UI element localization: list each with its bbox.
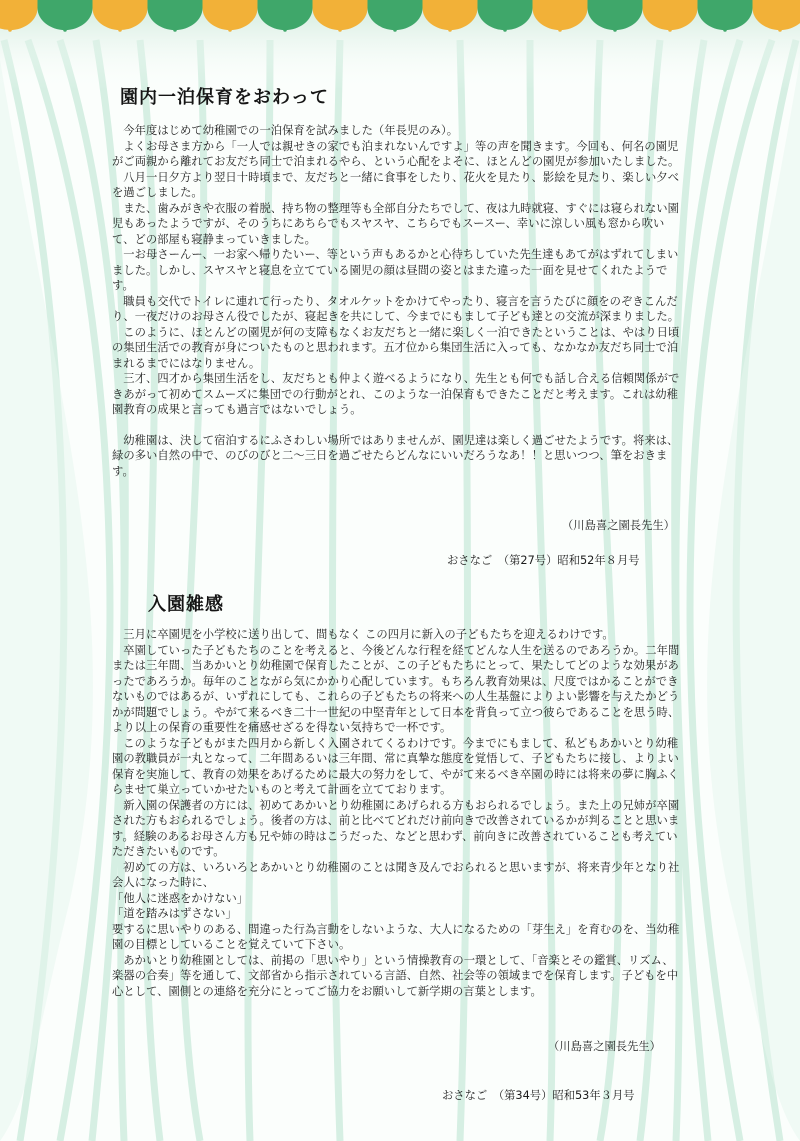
- scallop-dot: [650, 20, 654, 24]
- scallop-dot: [439, 24, 443, 28]
- scallop-dot: [512, 24, 516, 28]
- scallop-dot: [411, 20, 415, 24]
- article-title: 園内一泊保育をおわって: [120, 87, 329, 108]
- article-body: [112, 627, 684, 999]
- scallop-dot: [558, 28, 562, 32]
- scallop-dot: [26, 20, 30, 24]
- scallop-dot: [778, 28, 782, 32]
- article-title: 入園雑感: [148, 594, 224, 615]
- scallop-dot: [246, 20, 250, 24]
- scallop-dot: [164, 24, 168, 28]
- scallop-dot: [393, 28, 397, 32]
- scallop-dot: [274, 24, 278, 28]
- paragraph: 八月一日夕方より翌日十時頃まで、友だちと一緒に食事をしたり、花火を見たり、影絵を見たり、楽しい夕べを過ごしました。: [112, 170, 680, 199]
- scallop-dot: [622, 24, 626, 28]
- scallop-dot: [329, 24, 333, 28]
- paragraph: このような子どもがまた四月から新しく入園されてくるわけです。今までにもまして、私どもあかいとり幼稚園の教職員が一丸となって、二年間あるいは三年間、常に真摯な態度を覚悟して、子どもたちに接し、よりよい保育を実施して、教育の効果をあげるために最大の努力をして、やがて来るべき卒園の時には将来の夢に胸ふくらませて巣立っていかせたいものと考えて計画を立てております。: [112, 736, 679, 796]
- scallop-dot: [292, 24, 296, 28]
- scallop-dot: [347, 24, 351, 28]
- author-signature: （川島喜之園長先生）: [562, 519, 675, 532]
- scallop-dot: [549, 24, 553, 28]
- paragraph: また、歯みがきや衣服の着脱、持ち物の整理等も全部自分たちでして、夜は九時就寝、すぐには寝られない園児もあったようですが、そのうちにあちらでもスヤスヤ、こちらでもスースー、幸いに涼しい風も窓から吹いて、どの部屋も寝静まっていきました。: [112, 201, 679, 246]
- scallop-dot: [301, 20, 305, 24]
- scallop-dot: [173, 28, 177, 32]
- scallop-dot: [457, 24, 461, 28]
- author-signature: （川島喜之園長先生）: [548, 1040, 661, 1053]
- scallop-dot: [54, 24, 58, 28]
- scallop-dot: [402, 24, 406, 28]
- paragraph: 「道を踏みはずさない」: [112, 907, 237, 920]
- paragraph: あかいとり幼稚園としては、前掲の「思いやり」という情操教育の一環として、「音楽とその鑑賞、リズム、楽器の合奏」等を通して、文部省から指示されている言語、自然、社会等の領域までを保育します。子どもを中心として、園側との連絡を充分にとってご協力をお願いして新学期の言葉とします。: [112, 953, 679, 998]
- scallop-dot: [576, 20, 580, 24]
- paragraph: 職員も交代でトイレに連れて行ったり、タオルケットをかけてやったり、寝言を言うたびに顔をのぞきこんだり、一夜だけのお母さん役でしたが、寝起きを共にして、今までにもまして子ども達との交流が深まりました。: [112, 294, 680, 323]
- paragraph: よくお母さま方から「一人では親せきの家でも泊まれないんですよ」等の声を聞きます。今回も、何名の園児がご両親から離れてお友だち同士で泊まれるやら、という心配をよそに、ほとんどの園児が参加いたしました。: [112, 139, 680, 168]
- paragraph: 新入園の保護者の方には、初めてあかいとり幼稚園にあげられる方もおられるでしょう。また上の兄姉が卒園された方もおられるでしょう。後者の方は、前と比べてどれだけ前向きで改善されているかが判ることと思います。経験のあるお母さん方も兄や姉の時はこうだった、などと思わず、前向きに改善されていることも考えていただきたいものです。: [112, 798, 680, 858]
- scallop-dot: [63, 28, 67, 32]
- scallop-dot: [613, 28, 617, 32]
- paragraph: 三月に卒園児を小学校に送り出して、間もなく この四月に新入の子どもたちを迎えるわけです。: [123, 628, 614, 641]
- scallop-dot: [265, 20, 269, 24]
- scallop-dot: [659, 24, 663, 28]
- scallop-dot: [155, 20, 159, 24]
- scallop-dot: [228, 28, 232, 32]
- scallop-dot: [686, 20, 690, 24]
- scallop-dot: [787, 24, 791, 28]
- scallop-dot: [338, 28, 342, 32]
- scallop-dot: [356, 20, 360, 24]
- scallop-dot: [448, 28, 452, 32]
- scallop-dot: [466, 20, 470, 24]
- scallop-dot: [485, 20, 489, 24]
- scallop-dot: [595, 20, 599, 24]
- scallop-dot: [237, 24, 241, 28]
- scallop-dot: [503, 28, 507, 32]
- paragraph: 一お母さーんー、一お家へ帰りたいー、等という声もあるかと心待ちしていた先生達もあてがはずれてしまいました。しかし、スヤスヤと寝息を立てている園児の顔は昼間の姿とはまた違った一面を見せてくれたようです。: [112, 248, 679, 292]
- scallop-dot: [705, 20, 709, 24]
- paragraph: 「他人に迷惑をかけない」: [112, 891, 249, 905]
- paragraph: 三才、四才から集団生活をし、友だちとも仲よく遊べるようになり、先生とも何でも話し合える信頼関係ができあがって初めてスムーズに集団での行動がとれ、このような一泊保育もできたことだと考えます。これは幼稚園教育の成果と言っても過言ではないでしょう。: [112, 372, 680, 416]
- scallop-dot: [604, 24, 608, 28]
- paragraph: このように、ほとんどの園児が何の支障もなくお友だちと一緒に楽しく一泊できたということは、やはり日頃の集団生活での教育が身についたものと思われます。五才位から集団生活に入っても、なかなか友だち同士で泊まれるまでにはなりません。: [112, 325, 680, 370]
- scallop-dot: [8, 28, 12, 32]
- scallop-dot: [17, 24, 21, 28]
- scallop-dot: [283, 28, 287, 32]
- scallop-dot: [769, 24, 773, 28]
- paragraph: 要するに思いやりのある、間違った行為言動をしないような、大人になるための「芽生え」を育むのを、当幼稚園の目標としていることを覚えていて下さい。: [112, 922, 680, 951]
- scallop-dot: [118, 28, 122, 32]
- scallop-dot: [567, 24, 571, 28]
- paragraph: 初めての方は、いろいろとあかいとり幼稚園のことは聞き及んでおられると思いますが、将来青少年となり社会人になった時に、: [112, 860, 680, 889]
- scallop-dot: [714, 24, 718, 28]
- scallop-dot: [494, 24, 498, 28]
- scallop-dot: [375, 20, 379, 24]
- scallop-dot: [741, 20, 745, 24]
- scallop-dot: [100, 20, 104, 24]
- scallop-dot: [631, 20, 635, 24]
- publication-source: おさなご （第34号）昭和53年３月号: [442, 1089, 635, 1102]
- scallop-dot: [182, 24, 186, 28]
- scallop-dot: [320, 20, 324, 24]
- scallop-dot: [45, 20, 49, 24]
- scallop-dot: [136, 20, 140, 24]
- scallop-dot: [723, 28, 727, 32]
- scalloped-valance: [0, 0, 800, 32]
- scallop-dot: [521, 20, 525, 24]
- scallop-dot: [430, 20, 434, 24]
- scallop-dot: [219, 24, 223, 28]
- article-body: [112, 123, 684, 479]
- scallop-dot: [732, 24, 736, 28]
- paragraph: 今年度はじめて幼稚園での一泊保育を試みました（年長児のみ）。: [123, 124, 459, 137]
- scallop-dot: [127, 24, 131, 28]
- scallop-dot: [796, 20, 800, 24]
- scallop-dot: [677, 24, 681, 28]
- scallop-dot: [109, 24, 113, 28]
- scallop-dot: [81, 20, 85, 24]
- paragraph: 卒園していった子どもたちのことを考えると、今後どんな行程を経てどんな人生を送るのであろうか。二年間または三年間、当あかいとり幼稚園で保育したことが、この子どもたちにとって、果たしてどのような効果があったであろうか。毎年のことながら気にかかり心配しています。もちろん教育効果は、尺度ではかることができないものではあるが、いずれにしても、これらの子どもたちの将来への人生基盤によりよい影響を与えたかどうかが問題でしょう。やがて来るべき二十一世紀の中堅青年として日本を背負って立つ彼らであることを思う時、より以上の保育の重要性を痛感せざるを得ない気持ちで一杯です。: [112, 643, 680, 734]
- scallop-dot: [540, 20, 544, 24]
- scallop-dot: [210, 20, 214, 24]
- scallop-dot: [668, 28, 672, 32]
- publication-source: おさなご （第27号）昭和52年８月号: [447, 554, 640, 567]
- scallop-dot: [760, 20, 764, 24]
- scallop-dot: [191, 20, 195, 24]
- paragraph: 幼稚園は、決して宿泊するにふさわしい場所ではありませんが、園児達は楽しく過ごせたようです。将来は、緑の多い自然の中で、のびのびと二～三日を過ごせたらどんなにいいだろうなあ！！と思いつつ、筆をおきます。: [112, 433, 679, 478]
- scallop-dot: [72, 24, 76, 28]
- scallop-dot: [384, 24, 388, 28]
